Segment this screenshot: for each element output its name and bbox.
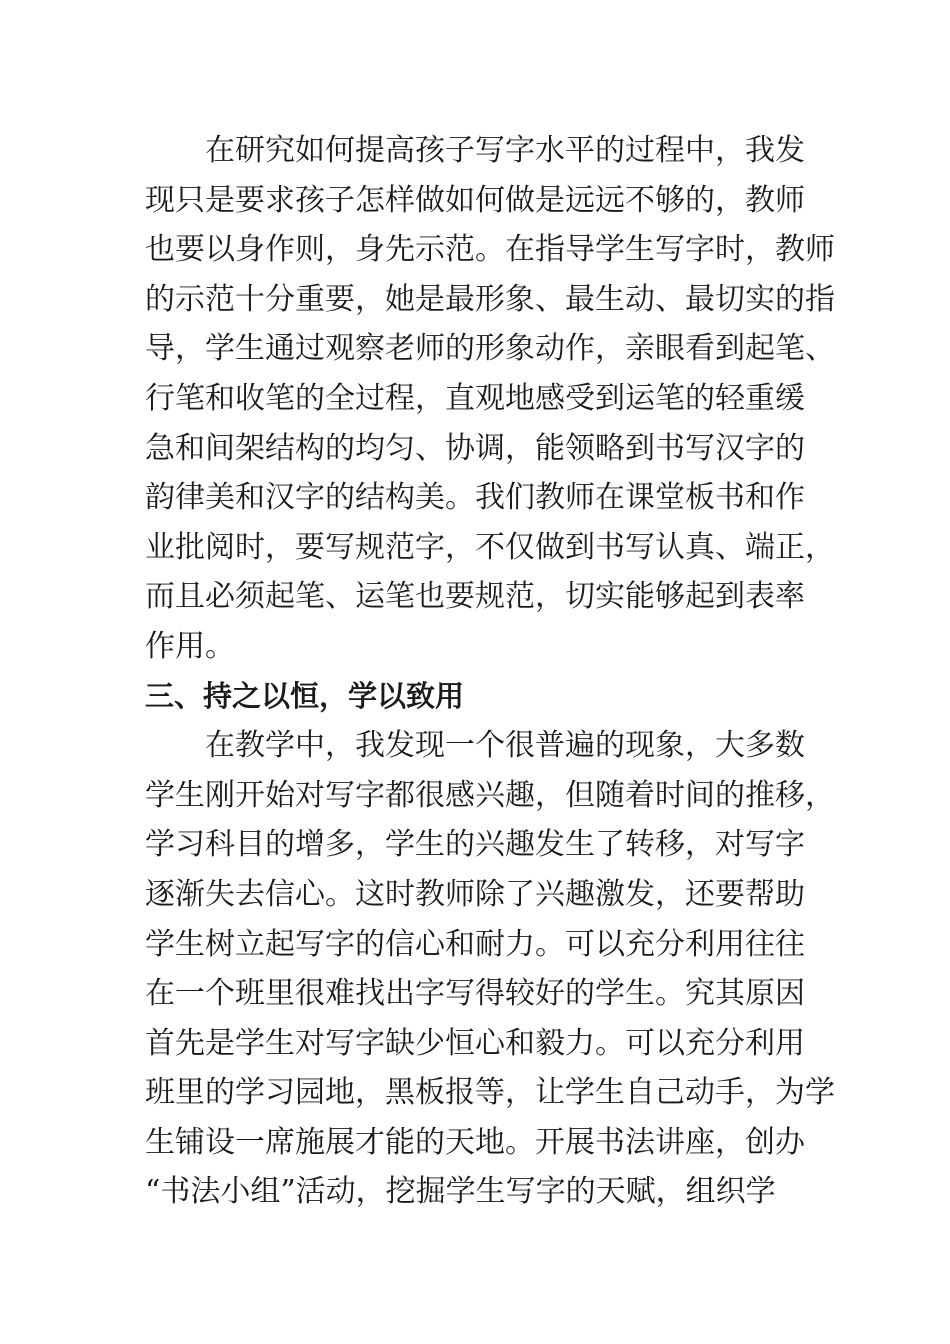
paragraph-line: 业批阅时，要写规范字，不仅做到书写认真、端正， xyxy=(145,529,835,565)
paragraph-line: 也要以身作则，身先示范。在指导学生写字时，教师 xyxy=(145,232,835,268)
paragraph-line: 在一个班里很难找出字写得较好的学生。究其原因 xyxy=(145,976,805,1012)
paragraph-line: 学习科目的增多，学生的兴趣发生了转移，对写字 xyxy=(145,827,805,863)
paragraph-line: 韵律美和汉字的结构美。我们教师在课堂板书和作 xyxy=(145,480,805,516)
document-body xyxy=(145,126,835,1217)
paragraph-line: 急和间架结构的均匀、协调，能领略到书写汉字的 xyxy=(145,430,805,466)
paragraph-line: 现只是要求孩子怎样做如何做是远远不够的，教师 xyxy=(145,182,805,218)
paragraph-1 xyxy=(145,126,835,672)
section-heading: 三、持之以恒，学以致用 xyxy=(145,678,465,713)
paragraph-line: 而且必须起笔、运笔也要规范，切实能够起到表率 xyxy=(145,579,805,615)
paragraph-line: 首先是学生对写字缺少恒心和毅力。可以充分利用 xyxy=(145,1025,805,1061)
paragraph-line: 逐渐失去信心。这时教师除了兴趣激发，还要帮助 xyxy=(145,876,805,912)
paragraph-line: 在教学中，我发现一个很普遍的现象，大多数 xyxy=(205,728,805,764)
paragraph-line: 学生刚开始对写字都很感兴趣，但随着时间的推移， xyxy=(145,777,835,813)
paragraph-line: 行笔和收笔的全过程，直观地感受到运笔的轻重缓 xyxy=(145,380,805,416)
paragraph-line: 学生树立起写字的信心和耐力。可以充分利用往往 xyxy=(145,926,805,962)
paragraph-line: 导，学生通过观察老师的形象动作，亲眼看到起笔、 xyxy=(145,331,835,367)
paragraph-line: 班里的学习园地，黑板报等，让学生自己动手，为学 xyxy=(145,1075,835,1111)
paragraph-line: 在研究如何提高孩子写字水平的过程中，我发 xyxy=(205,133,805,168)
paragraph-line: 作用。 xyxy=(145,628,235,664)
paragraph-line: 生铺设一席施展才能的天地。开展书法讲座，创办 xyxy=(145,1124,805,1160)
paragraph-line: “书法小组”活动，挖掘学生写字的天赋，组织学 xyxy=(145,1174,776,1210)
paragraph-2 xyxy=(145,721,835,1217)
paragraph-line: 的示范十分重要，她是最形象、最生动、最切实的指 xyxy=(145,281,835,317)
